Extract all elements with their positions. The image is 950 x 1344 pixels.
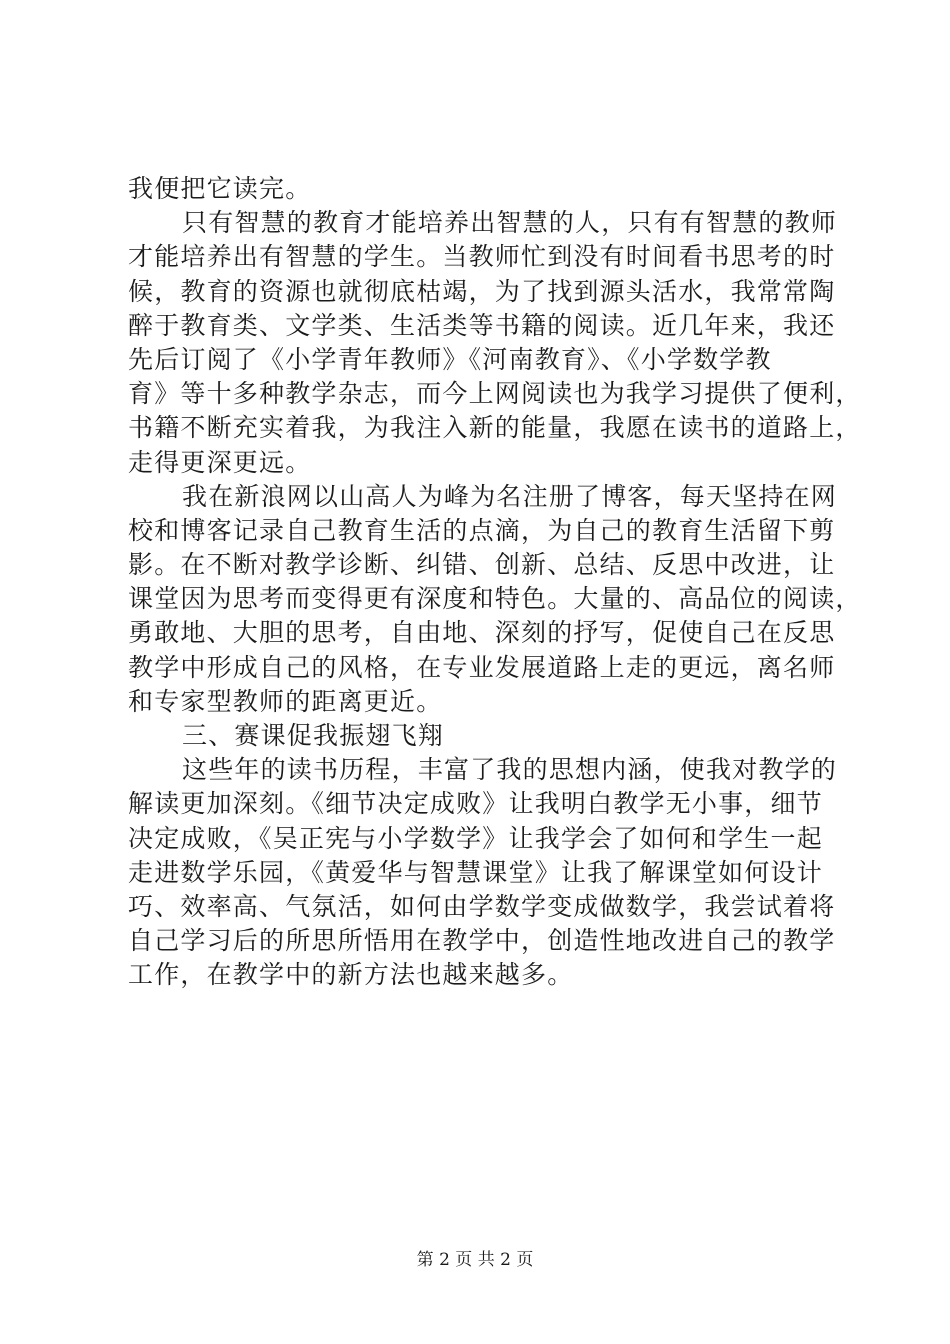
text-line: 醉于教育类、文学类、生活类等书籍的阅读。近几年来，我还 bbox=[128, 310, 836, 340]
text-line: 勇敢地、大胆的思考，自由地、深刻的抒写，促使自己在反思 bbox=[128, 618, 836, 648]
text-line: 自己学习后的所思所悟用在教学中，创造性地改进自己的教学 bbox=[128, 926, 836, 956]
text-line: 课堂因为思考而变得更有深度和特色。大量的、高品位的阅读， bbox=[128, 584, 862, 614]
text-line: 校和博客记录自己教育生活的点滴，为自己的教育生活留下剪 bbox=[128, 515, 836, 545]
text-line: 我便把它读完。 bbox=[128, 174, 312, 203]
text-line: 巧、效率高、气氛活，如何由学数学变成做数学，我尝试着将 bbox=[128, 891, 836, 921]
text-line: 和专家型教师的距离更近。 bbox=[128, 686, 443, 716]
text-line: 影。在不断对教学诊断、纠错、创新、总结、反思中改进，让 bbox=[128, 550, 836, 580]
text-line: 书籍不断充实着我，为我注入新的能量，我愿在读书的道路上， bbox=[128, 413, 862, 443]
text-line: 走得更深更远。 bbox=[128, 447, 312, 477]
page-footer: 第 2 页 共 2 页 bbox=[416, 1250, 534, 1270]
text-line: 教学中形成自己的风格，在专业发展道路上走的更远，离名师 bbox=[128, 652, 836, 682]
text-line: 只有智慧的教育才能培养出智慧的人，只有有智慧的教师 bbox=[182, 208, 838, 238]
text-line: 走进数学乐园，《黄爱华与智慧课堂》让我了解课堂如何设计 bbox=[128, 857, 823, 887]
text-line: 决定成败，《吴正宪与小学数学》让我学会了如何和学生一起 bbox=[128, 823, 823, 853]
text-line: 解读更加深刻。《细节决定成败》让我明白教学无小事，细节 bbox=[128, 789, 823, 819]
text-line: 才能培养出有智慧的学生。当教师忙到没有时间看书思考的时 bbox=[128, 242, 836, 272]
text-line: 育》等十多种教学杂志，而今上网阅读也为我学习提供了便利， bbox=[128, 379, 862, 409]
text-line: 我在新浪网以山高人为峰为名注册了博客，每天坚持在网 bbox=[182, 481, 838, 511]
text-line: 这些年的读书历程，丰富了我的思想内涵，使我对教学的 bbox=[182, 755, 838, 785]
text-line: 先后订阅了《小学青年教师》《河南教育》、《小学数学教 bbox=[128, 344, 772, 374]
document-body bbox=[128, 172, 862, 993]
text-line: 工作，在教学中的新方法也越来越多。 bbox=[128, 960, 574, 990]
text-line: 三、赛课促我振翅飞翔 bbox=[182, 721, 445, 750]
text-line: 候，教育的资源也就彻底枯竭，为了找到源头活水，我常常陶 bbox=[128, 276, 836, 306]
